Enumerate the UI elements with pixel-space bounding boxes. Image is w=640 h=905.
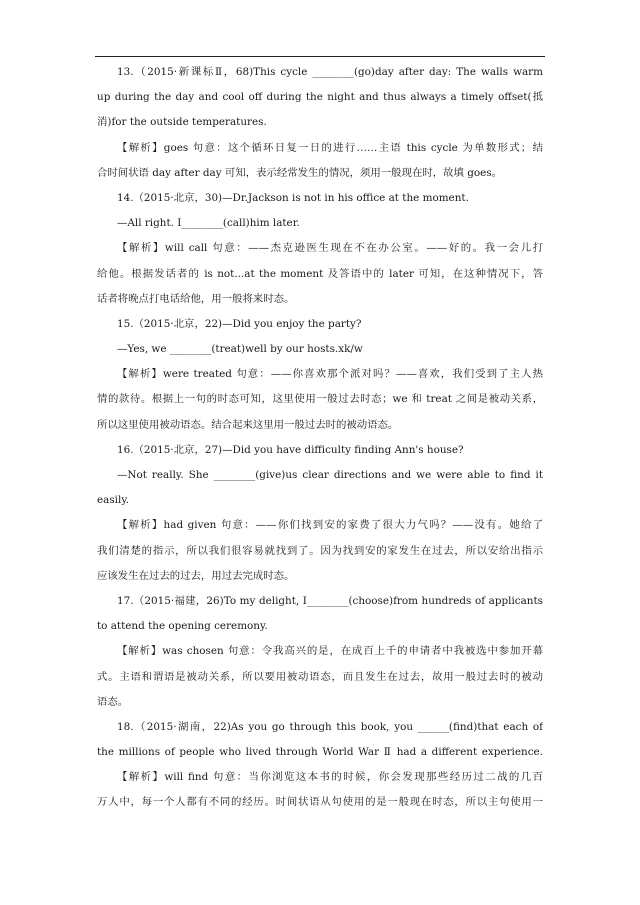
question-line: 15.（2015·北京，22)—Did you enjoy the party?	[117, 317, 362, 330]
question-line: the millions of people who lived through World War Ⅱ had a different experience.	[97, 746, 543, 759]
analysis-line: 【解析】was chosen 句意：令我高兴的是，在成百上千的申请者中我被选中参加开幕	[117, 645, 543, 658]
analysis-line: 给他。根据发话者的 is not...at the moment 及答语中的 later 可知，在这种情况下，答	[97, 267, 543, 280]
exercise-item-14	[97, 186, 543, 312]
exercise-item-16	[97, 438, 543, 589]
exercise-item-17	[97, 589, 543, 715]
exercise-item-13	[97, 60, 543, 186]
question-line: —Not really. She ________(give)us clear directions and we were able to find it	[117, 469, 543, 481]
question-line: —Yes, we ________(treat)well by our hosts.xk/w	[117, 343, 363, 356]
analysis-line: 所以这里使用被动语态。结合起来这里用一般过去时的被动语态。	[97, 418, 399, 431]
analysis-line: 【解析】had given 句意：——你们找到安的家费了很大力气吗？——没有。她给了	[117, 519, 543, 532]
question-line: up during the day and cool off during the night and thus always a timely offset(抵	[97, 91, 543, 104]
analysis-line: 语态。	[97, 695, 129, 708]
question-line: 消)for the outside temperatures.	[97, 116, 267, 129]
analysis-line: 【解析】were treated 句意：——你喜欢那个派对吗？——喜欢，我们受到了主人热	[117, 368, 543, 381]
analysis-line: 万人中，每一个人都有不同的经历。时间状语从句使用的是一般现在时态，所以主句使用一	[97, 796, 543, 809]
question-line: 17.（2015·福建，26)To my delight, I________(choose)from hundreds of applicants	[117, 594, 543, 607]
question-line: 16.（2015·北京，27)—Did you have difficulty finding Ann's house?	[117, 443, 464, 456]
header-rule	[95, 56, 545, 57]
question-line: —All right. I________(call)him later.	[117, 217, 300, 230]
analysis-line: 式。主语和谓语是被动关系，所以要用被动语态，而且发生在过去，故用一般过去时的被动	[97, 670, 543, 683]
analysis-line: 我们清楚的指示，所以我们很容易就找到了。因为找到安的家发生在过去，所以安给出指示	[97, 544, 543, 557]
question-line: 18.（2015·湖南，22)As you go through this book, you ______(find)that each of	[117, 720, 543, 733]
analysis-line: 合时间状语 day after day 可知，表示经常发生的情况，须用一般现在时，故填 goes。	[97, 166, 502, 179]
analysis-line: 【解析】will call 句意：——杰克逊医生现在不在办公室。——好的。我一会儿打	[117, 242, 543, 255]
analysis-line: 【解析】goes 句意：这个循环日复一日的进行……主语 this cycle 为单数形式；结	[117, 141, 543, 154]
exercise-item-15	[97, 312, 543, 438]
exercise-item-18	[97, 715, 543, 816]
question-line: to attend the opening ceremony.	[97, 620, 268, 633]
question-line: 13.（2015·新课标Ⅱ，68)This cycle ________(go)day after day: The walls warm	[117, 66, 543, 78]
question-line: easily.	[97, 494, 130, 507]
analysis-line: 【解析】will find 句意：当你浏览这本书的时候，你会发现那些经历过二战的几百	[117, 771, 543, 784]
analysis-line: 情的款待。根据上一句的时态可知，这里使用一般过去时态；we 和 treat 之间是被动关系，	[97, 393, 543, 406]
document-body	[97, 60, 543, 816]
analysis-line: 应该发生在过去的过去，用过去完成时态。	[97, 569, 295, 582]
analysis-line: 话者将晚点打电话给他，用一般将来时态。	[97, 292, 295, 305]
question-line: 14.（2015·北京，30)—Dr.Jackson is not in his office at the moment.	[117, 191, 469, 204]
